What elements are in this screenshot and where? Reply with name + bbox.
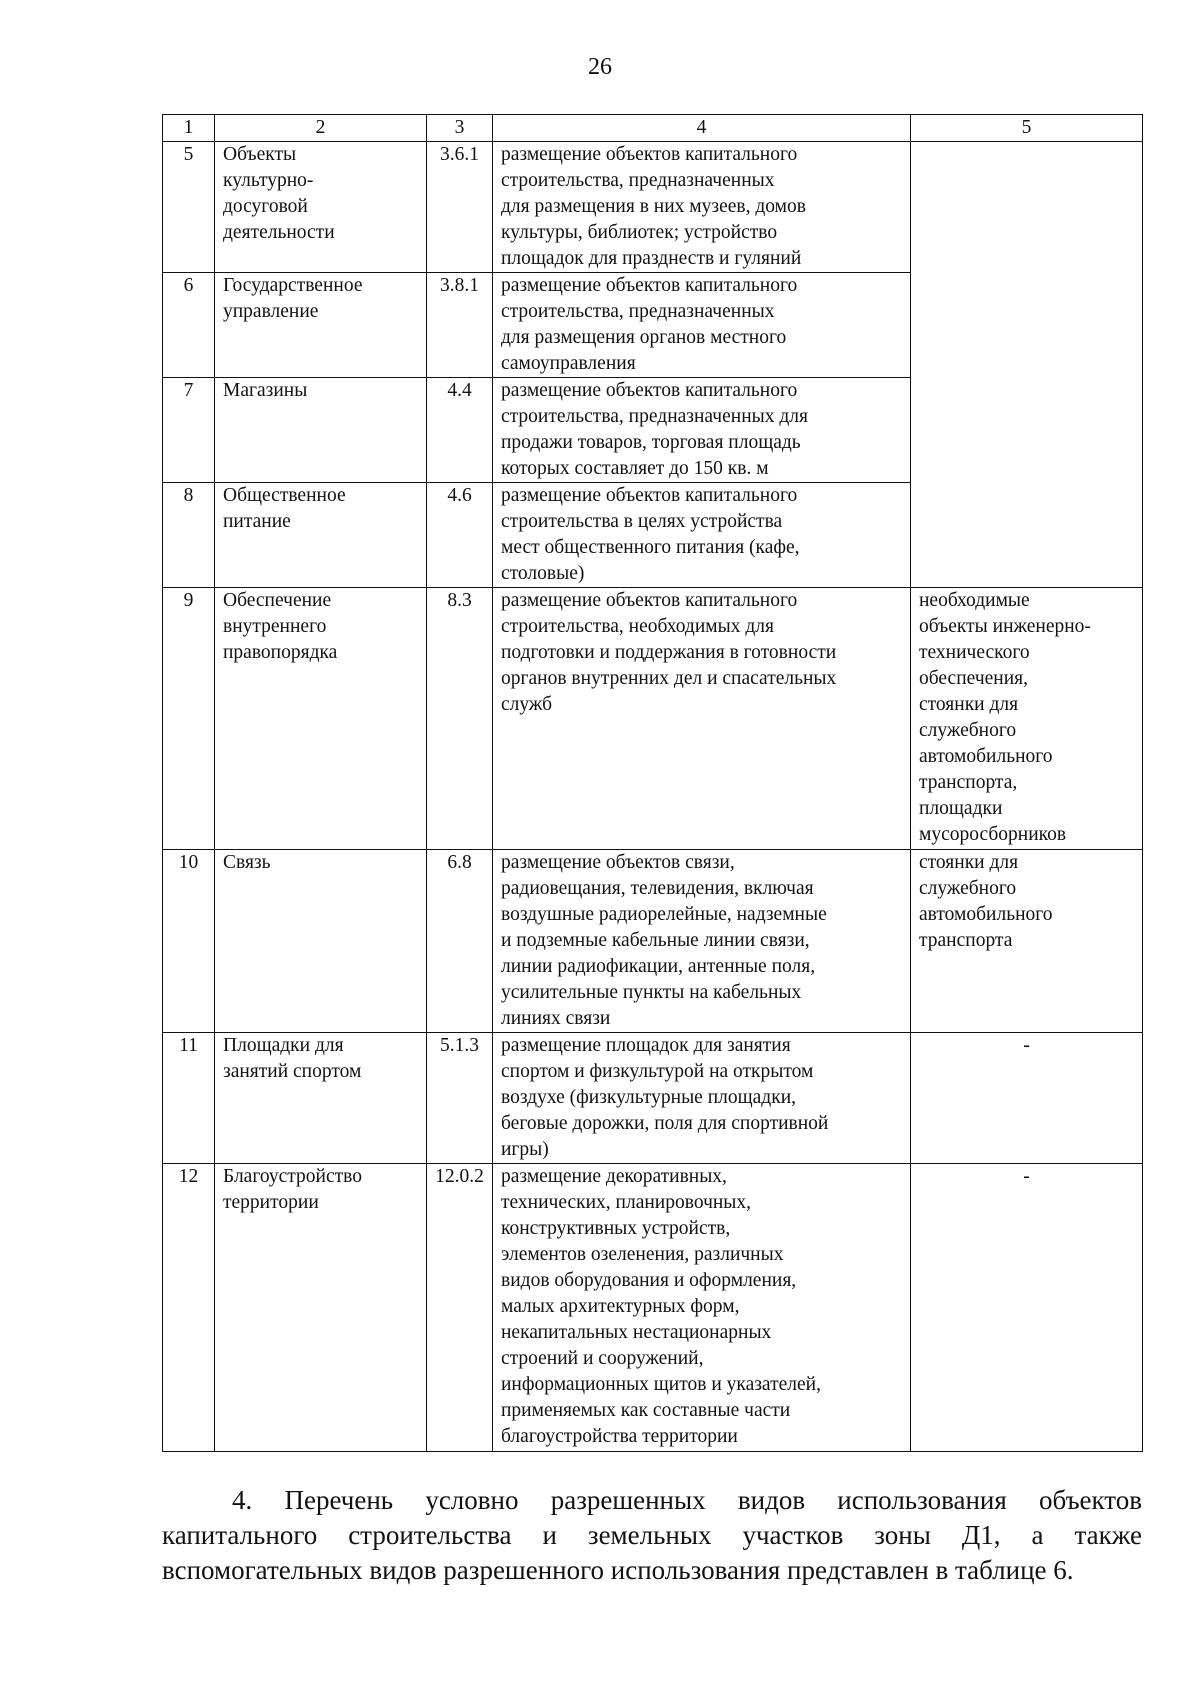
use-code: 4.6 <box>427 483 493 588</box>
use-code: 3.8.1 <box>427 273 493 378</box>
use-name: Объекты культурно- досуговой деятельности <box>215 142 427 273</box>
use-name: Связь <box>215 850 427 1033</box>
header-cell-4: 4 <box>493 115 911 142</box>
table-header-row <box>163 115 1143 142</box>
use-name: Благоустройство территории <box>215 1164 427 1452</box>
use-description: размещение объектов капитального строительства, необходимых для подготовки и поддержания в готовности органов внутренних дел и спасательных служб <box>493 588 911 850</box>
header-cell-5: 5 <box>911 115 1143 142</box>
use-code: 5.1.3 <box>427 1033 493 1164</box>
use-name: Площадки для занятий спортом <box>215 1033 427 1164</box>
use-code: 3.6.1 <box>427 142 493 273</box>
permitted-uses-table <box>162 114 1143 1452</box>
row-number: 6 <box>163 273 215 378</box>
auxiliary-uses: необходимые объекты инженерно- технического обеспечения, стоянки для служебного автомобильного транспорта, площадки мусоросборников <box>911 588 1143 850</box>
table-row <box>163 1164 1143 1452</box>
header-cell-3: 3 <box>427 115 493 142</box>
table-row <box>163 1033 1143 1164</box>
header-cell-2: 2 <box>215 115 427 142</box>
row-number: 12 <box>163 1164 215 1452</box>
row-number: 8 <box>163 483 215 588</box>
table-row <box>163 850 1143 1033</box>
use-description: размещение объектов капитального строительства, предназначенных для размещения в них музеев, домов культуры, библиотек; устройство площадок для празднеств и гуляний <box>493 142 911 273</box>
use-code: 12.0.2 <box>427 1164 493 1452</box>
use-description: размещение декоративных, технических, планировочных, конструктивных устройств, элементов озеленения, различных видов оборудования и оформления, малых архитектурных форм, некапитальных нестационарных строений и сооружений, информационных щитов и указателей, применяемых как составные части благоустройства территории <box>493 1164 911 1452</box>
use-description: размещение площадок для занятия спортом и физкультурой на открытом воздухе (физкультурные площадки, беговые дорожки, поля для спортивной игры) <box>493 1033 911 1164</box>
auxiliary-uses: стоянки для служебного автомобильного транспорта <box>911 850 1143 1033</box>
use-description: размещение объектов капитального строительства, предназначенных для продажи товаров, торговая площадь которых составляет до 150 кв. м <box>493 378 911 483</box>
use-description: размещение объектов связи, радиовещания, телевидения, включая воздушные радиорелейные, надземные и подземные кабельные линии связи, линии радиофикации, антенные поля, усилительные пункты на кабельных линиях связи <box>493 850 911 1033</box>
auxiliary-uses: - <box>911 1164 1143 1452</box>
auxiliary-uses: - <box>911 1033 1143 1164</box>
use-code: 4.4 <box>427 378 493 483</box>
use-description: размещение объектов капитального строительства, предназначенных для размещения органов местного самоуправления <box>493 273 911 378</box>
closing-paragraph-text: 4. Перечень условно разрешенных видов использования объектов капитального строительства и земельных участков зоны Д1, а также вспомогательных видов разрешенного использования представлен в таблице 6. <box>162 1485 1142 1585</box>
use-description: размещение объектов капитального строительства в целях устройства мест общественного питания (кафе, столовые) <box>493 483 911 588</box>
page-number: 26 <box>588 54 612 80</box>
use-code: 8.3 <box>427 588 493 850</box>
row-number: 5 <box>163 142 215 273</box>
row-number: 10 <box>163 850 215 1033</box>
header-cell-1: 1 <box>163 115 215 142</box>
table-row <box>163 588 1143 850</box>
auxiliary-uses-empty-cell <box>911 142 1143 588</box>
row-number: 11 <box>163 1033 215 1164</box>
row-number: 7 <box>163 378 215 483</box>
use-name: Обеспечение внутреннего правопорядка <box>215 588 427 850</box>
use-name: Магазины <box>215 378 427 483</box>
table-row <box>163 142 1143 273</box>
use-name: Общественное питание <box>215 483 427 588</box>
closing-paragraph <box>162 1483 1142 1588</box>
use-name: Государственное управление <box>215 273 427 378</box>
use-code: 6.8 <box>427 850 493 1033</box>
row-number: 9 <box>163 588 215 850</box>
